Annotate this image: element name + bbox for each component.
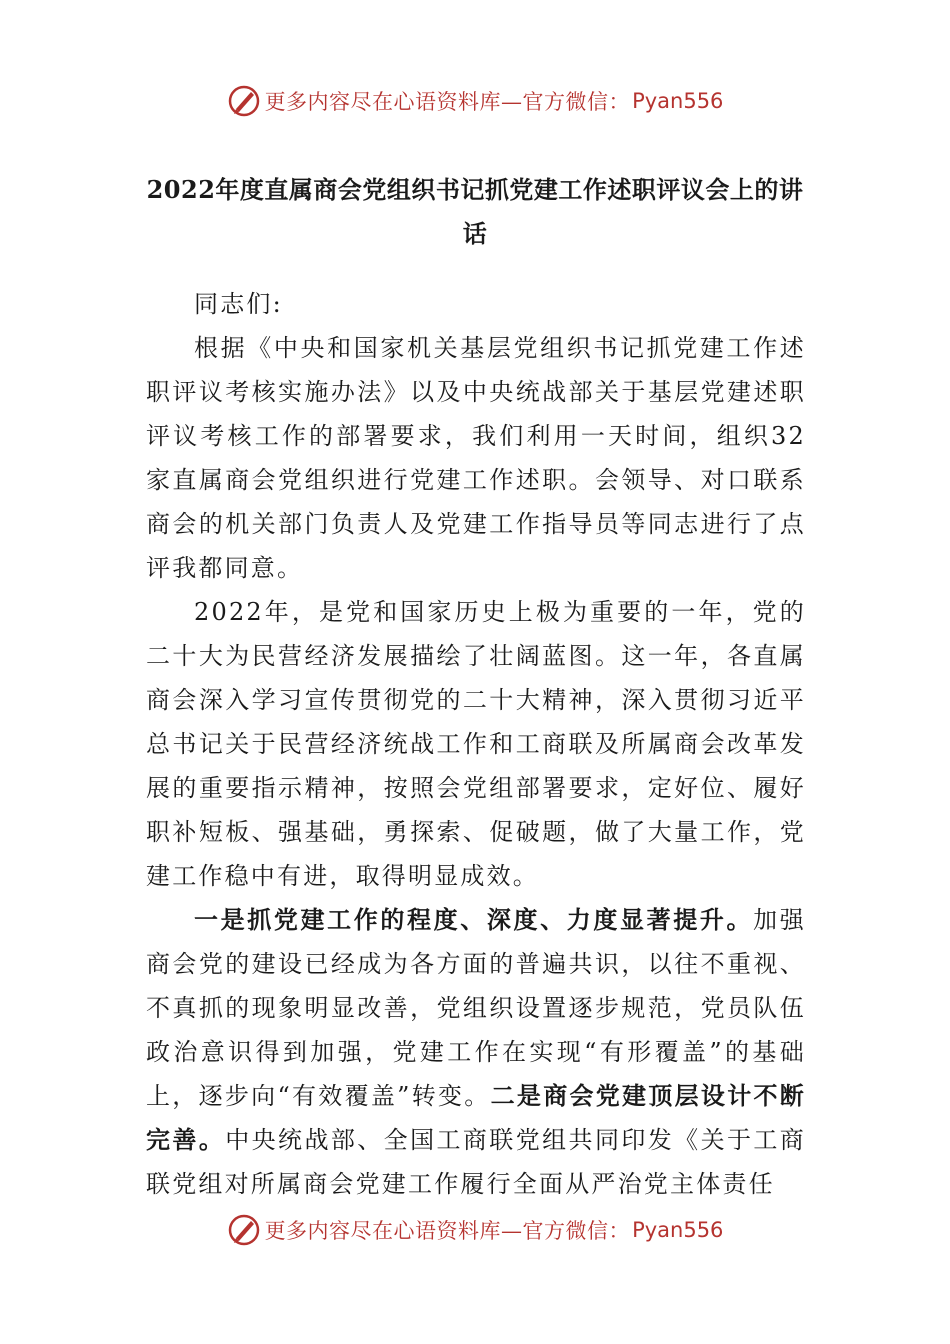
- pen-logo-icon: [227, 1213, 261, 1247]
- document-body: [146, 282, 806, 1206]
- salutation: 同志们:: [194, 290, 283, 318]
- point-heading-1: 一是抓党建工作的程度、深度、力度显著提升。: [194, 905, 754, 934]
- document-title: 2022年度直属商会党组织书记抓党建工作述职评议会上的讲话: [146, 175, 804, 248]
- point-text-1: 加强商会党的建设已经成为各方面的普遍共识，以往不重视、不真抓的现象明显改善，党组织设置逐步规范，党员队伍政治意识得到加强，党建工作在实现“有形覆盖”的基础上，逐步向“有效覆盖”转变。: [146, 906, 806, 1110]
- footer-watermark: [0, 1213, 950, 1247]
- paragraph-2: 2022年，是党和国家历史上极为重要的一年，党的二十大为民营经济发展描绘了壮阔蓝图。这一年，各直属商会深入学习宣传贯彻党的二十大精神，深入贯彻习近平总书记关于民营经济统战工作和工商联及所属商会改革发展的重要指示精神，按照会党组部署要求，定好位、履好职补短板、强基础，勇探索、促破题，做了大量工作，党建工作稳中有进，取得明显成效。: [146, 598, 806, 890]
- watermark-text: 更多内容尽在心语资料库—官方微信：: [264, 90, 631, 114]
- watermark-wechat-id: Pyan556: [632, 1218, 724, 1242]
- watermark-wechat-id: Pyan556: [632, 89, 724, 113]
- paragraph-1: 根据《中央和国家机关基层党组织书记抓党建工作述职评议考核实施办法》以及中央统战部关于基层党建述职评议考核工作的部署要求，我们利用一天时间，组织32家直属商会党组织进行党建工作述职。会领导、对口联系商会的机关部门负责人及党建工作指导员等同志进行了点评我都同意。: [146, 334, 806, 582]
- header-watermark: [0, 84, 950, 118]
- pen-logo-icon: [227, 84, 261, 118]
- point-text-2: 中央统战部、全国工商联党组共同印发《关于工商联党组对所属商会党建工作履行全面从严治党主体责任: [146, 1126, 806, 1198]
- watermark-text: 更多内容尽在心语资料库—官方微信：: [264, 1219, 631, 1243]
- paragraph-3: [146, 898, 806, 1206]
- point-heading-2: 二是商会党建顶层设计不断完善。: [146, 1081, 806, 1154]
